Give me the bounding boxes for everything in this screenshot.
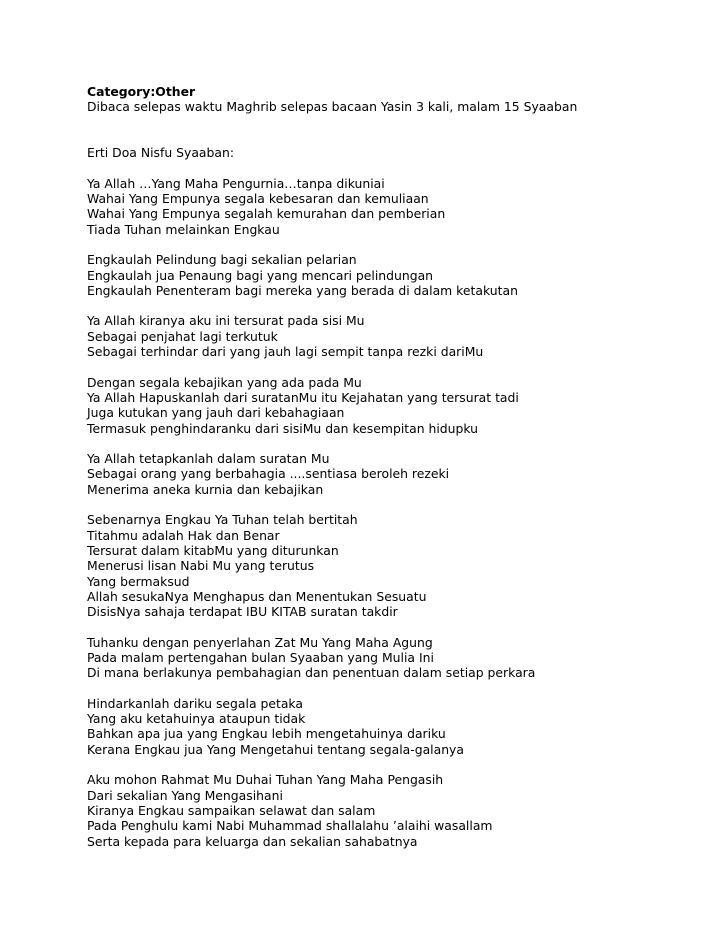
- text-line: Wahai Yang Empunya segala kebesaran dan kemuliaan: [87, 191, 429, 207]
- prayer-body: [87, 176, 707, 849]
- text-line: Termasuk penghindaranku dari sisiMu dan kesempitan hidupku: [87, 420, 479, 436]
- text-line: Ya Allah kiranya aku ini tersurat pada sisi Mu: [87, 313, 365, 329]
- text-line: Hindarkanlah dariku segala petaka: [87, 695, 303, 711]
- text-line: Dari sekalian Yang Mengasihani: [87, 787, 283, 803]
- text-line: Ya Allah …Yang Maha Pengurnia…tanpa dikuniai: [87, 175, 385, 191]
- text-line: DisisNya sahaja terdapat IBU KITAB suratan takdir: [87, 604, 398, 620]
- text-line: Bahkan apa jua yang Engkau lebih mengetahuinya dariku: [87, 726, 446, 742]
- text-line: Sebagai orang yang berbahagia ....sentiasa beroleh rezeki: [87, 466, 450, 482]
- text-line: Sebagai terhindar dari yang jauh lagi sempit tanpa rezki dariMu: [87, 344, 484, 360]
- category-label: Category:Other: [87, 84, 196, 99]
- text-line: Ya Allah Hapuskanlah dari suratanMu itu Kejahatan yang tersurat tadi: [87, 389, 519, 405]
- text-line: Sebenarnya Engkau Ya Tuhan telah bertitah: [87, 512, 358, 528]
- text-line: Wahai Yang Empunya segalah kemurahan dan pemberian: [87, 206, 446, 222]
- text-line: Kerana Engkau jua Yang Mengetahui tentang segala-galanya: [87, 741, 464, 757]
- text-line: Tersurat dalam kitabMu yang diturunkan: [87, 542, 339, 558]
- text-line: Titahmu adalah Hak dan Benar: [87, 527, 280, 543]
- text-line: Tuhanku dengan penyerlahan Zat Mu Yang Maha Agung: [87, 634, 433, 650]
- text-line: Menerima aneka kurnia dan kebajikan: [87, 481, 324, 497]
- stanza: [87, 252, 707, 298]
- stanza: [87, 451, 707, 497]
- stanza: [87, 696, 707, 757]
- text-line: Pada malam pertengahan bulan Syaaban yang Mulia Ini: [87, 649, 434, 665]
- text-line: Engkaulah Penenteram bagi mereka yang berada di dalam ketakutan: [87, 282, 518, 298]
- stanza: [87, 512, 707, 619]
- document-subtitle: Dibaca selepas waktu Maghrib selepas bacaan Yasin 3 kali, malam 15 Syaaban: [87, 99, 578, 115]
- stanza: [87, 176, 707, 237]
- document-page: [87, 84, 707, 864]
- document-heading: Erti Doa Nisfu Syaaban:: [87, 145, 235, 161]
- text-line: Yang bermaksud: [87, 573, 190, 589]
- stanza: [87, 772, 707, 848]
- text-line: Serta kepada para keluarga dan sekalian sahabatnya: [87, 833, 418, 849]
- text-line: Engkaulah Pelindung bagi sekalian pelarian: [87, 252, 357, 268]
- text-line: Kiranya Engkau sampaikan selawat dan salam: [87, 802, 376, 818]
- stanza: [87, 313, 707, 359]
- text-line: Aku mohon Rahmat Mu Duhai Tuhan Yang Maha Pengasih: [87, 772, 444, 788]
- text-line: Di mana berlakunya pembahagian dan penentuan dalam setiap perkara: [87, 665, 536, 681]
- text-line: Juga kutukan yang jauh dari kebahagiaan: [87, 405, 345, 421]
- stanza: [87, 375, 707, 436]
- text-line: Ya Allah tetapkanlah dalam suratan Mu: [87, 451, 330, 467]
- text-line: Engkaulah jua Penaung bagi yang mencari pelindungan: [87, 267, 434, 283]
- text-line: Yang aku ketahuinya ataupun tidak: [87, 711, 306, 727]
- stanza: [87, 635, 707, 681]
- text-line: Menerusi lisan Nabi Mu yang terutus: [87, 558, 315, 574]
- text-line: Dengan segala kebajikan yang ada pada Mu: [87, 374, 362, 390]
- text-line: Allah sesukaNya Menghapus dan Menentukan Sesuatu: [87, 588, 427, 604]
- text-line: Sebagai penjahat lagi terkutuk: [87, 328, 278, 344]
- text-line: Pada Penghulu kami Nabi Muhammad shallalahu ’alaihi wasallam: [87, 818, 493, 834]
- text-line: Tiada Tuhan melainkan Engkau: [87, 221, 280, 237]
